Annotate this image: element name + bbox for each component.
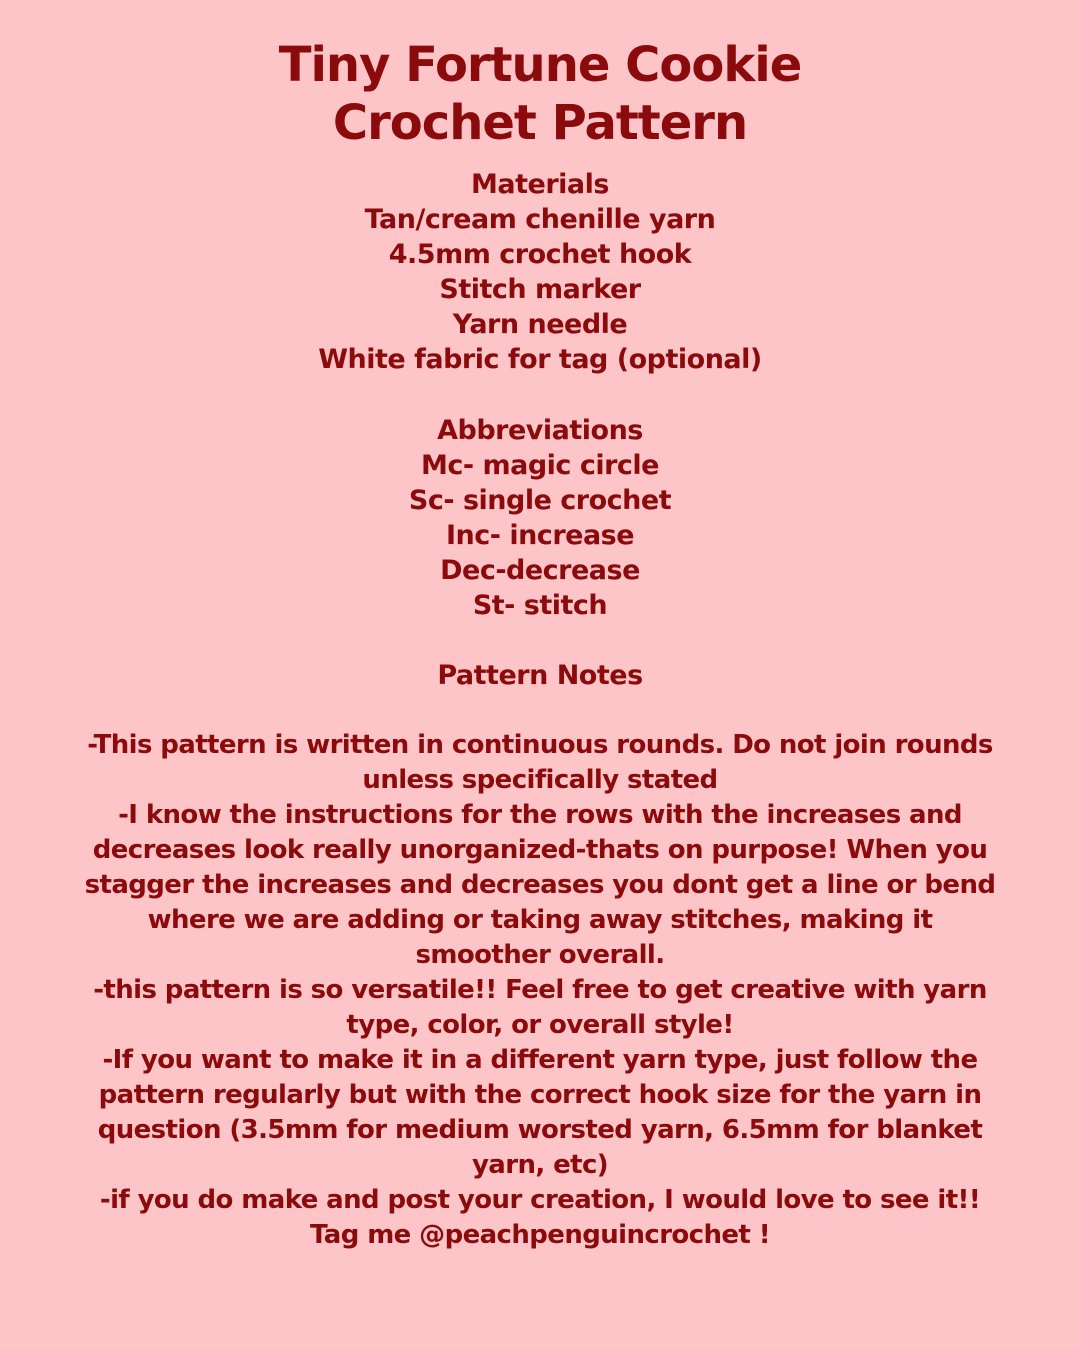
pattern-notes-list xyxy=(80,728,1000,1253)
title-line-2: Crochet Pattern xyxy=(332,95,748,151)
abbreviation-item: Dec-decrease xyxy=(440,555,640,586)
materials-section xyxy=(0,167,1080,377)
abbreviations-section xyxy=(0,413,1080,623)
abbreviation-item: St- stitch xyxy=(472,590,608,621)
title-line-1: Tiny Fortune Cookie xyxy=(278,37,802,93)
pattern-note: -if you do make and post your creation, I would love to see it!! Tag me @peachpenguincrochet ! xyxy=(99,1185,981,1250)
materials-item: Stitch marker xyxy=(439,274,641,305)
materials-item: Tan/cream chenille yarn xyxy=(364,204,716,235)
pattern-notes-section-heading xyxy=(0,658,1080,693)
materials-item: White fabric for tag (optional) xyxy=(318,344,762,375)
abbreviation-item: Mc- magic circle xyxy=(421,450,659,481)
pattern-note: -This pattern is written in continuous rounds. Do not join rounds unless specifically stated xyxy=(87,730,993,795)
pattern-note: -I know the instructions for the rows with the increases and decreases look really unorganized-thats on purpose! When you stagger the increases and decreases you dont get a line or bend where we are adding or taking away stitches, making it smoother overall. xyxy=(84,800,996,970)
page-title xyxy=(0,36,1080,152)
pattern-note: -this pattern is so versatile!! Feel free to get creative with yarn type, color, or overall style! xyxy=(93,975,987,1040)
materials-item: 4.5mm crochet hook xyxy=(388,239,692,270)
pattern-note: -If you want to make it in a different yarn type, just follow the pattern regularly but with the correct hook size for the yarn in question (3.5mm for medium worsted yarn, 6.5mm for blanket yarn, etc) xyxy=(97,1045,983,1180)
materials-heading: Materials xyxy=(471,169,609,200)
pattern-notes-heading: Pattern Notes xyxy=(437,660,643,691)
materials-item: Yarn needle xyxy=(452,309,628,340)
abbreviation-item: Inc- increase xyxy=(445,520,635,551)
abbreviation-item: Sc- single crochet xyxy=(408,485,672,516)
abbreviations-heading: Abbreviations xyxy=(437,415,643,446)
